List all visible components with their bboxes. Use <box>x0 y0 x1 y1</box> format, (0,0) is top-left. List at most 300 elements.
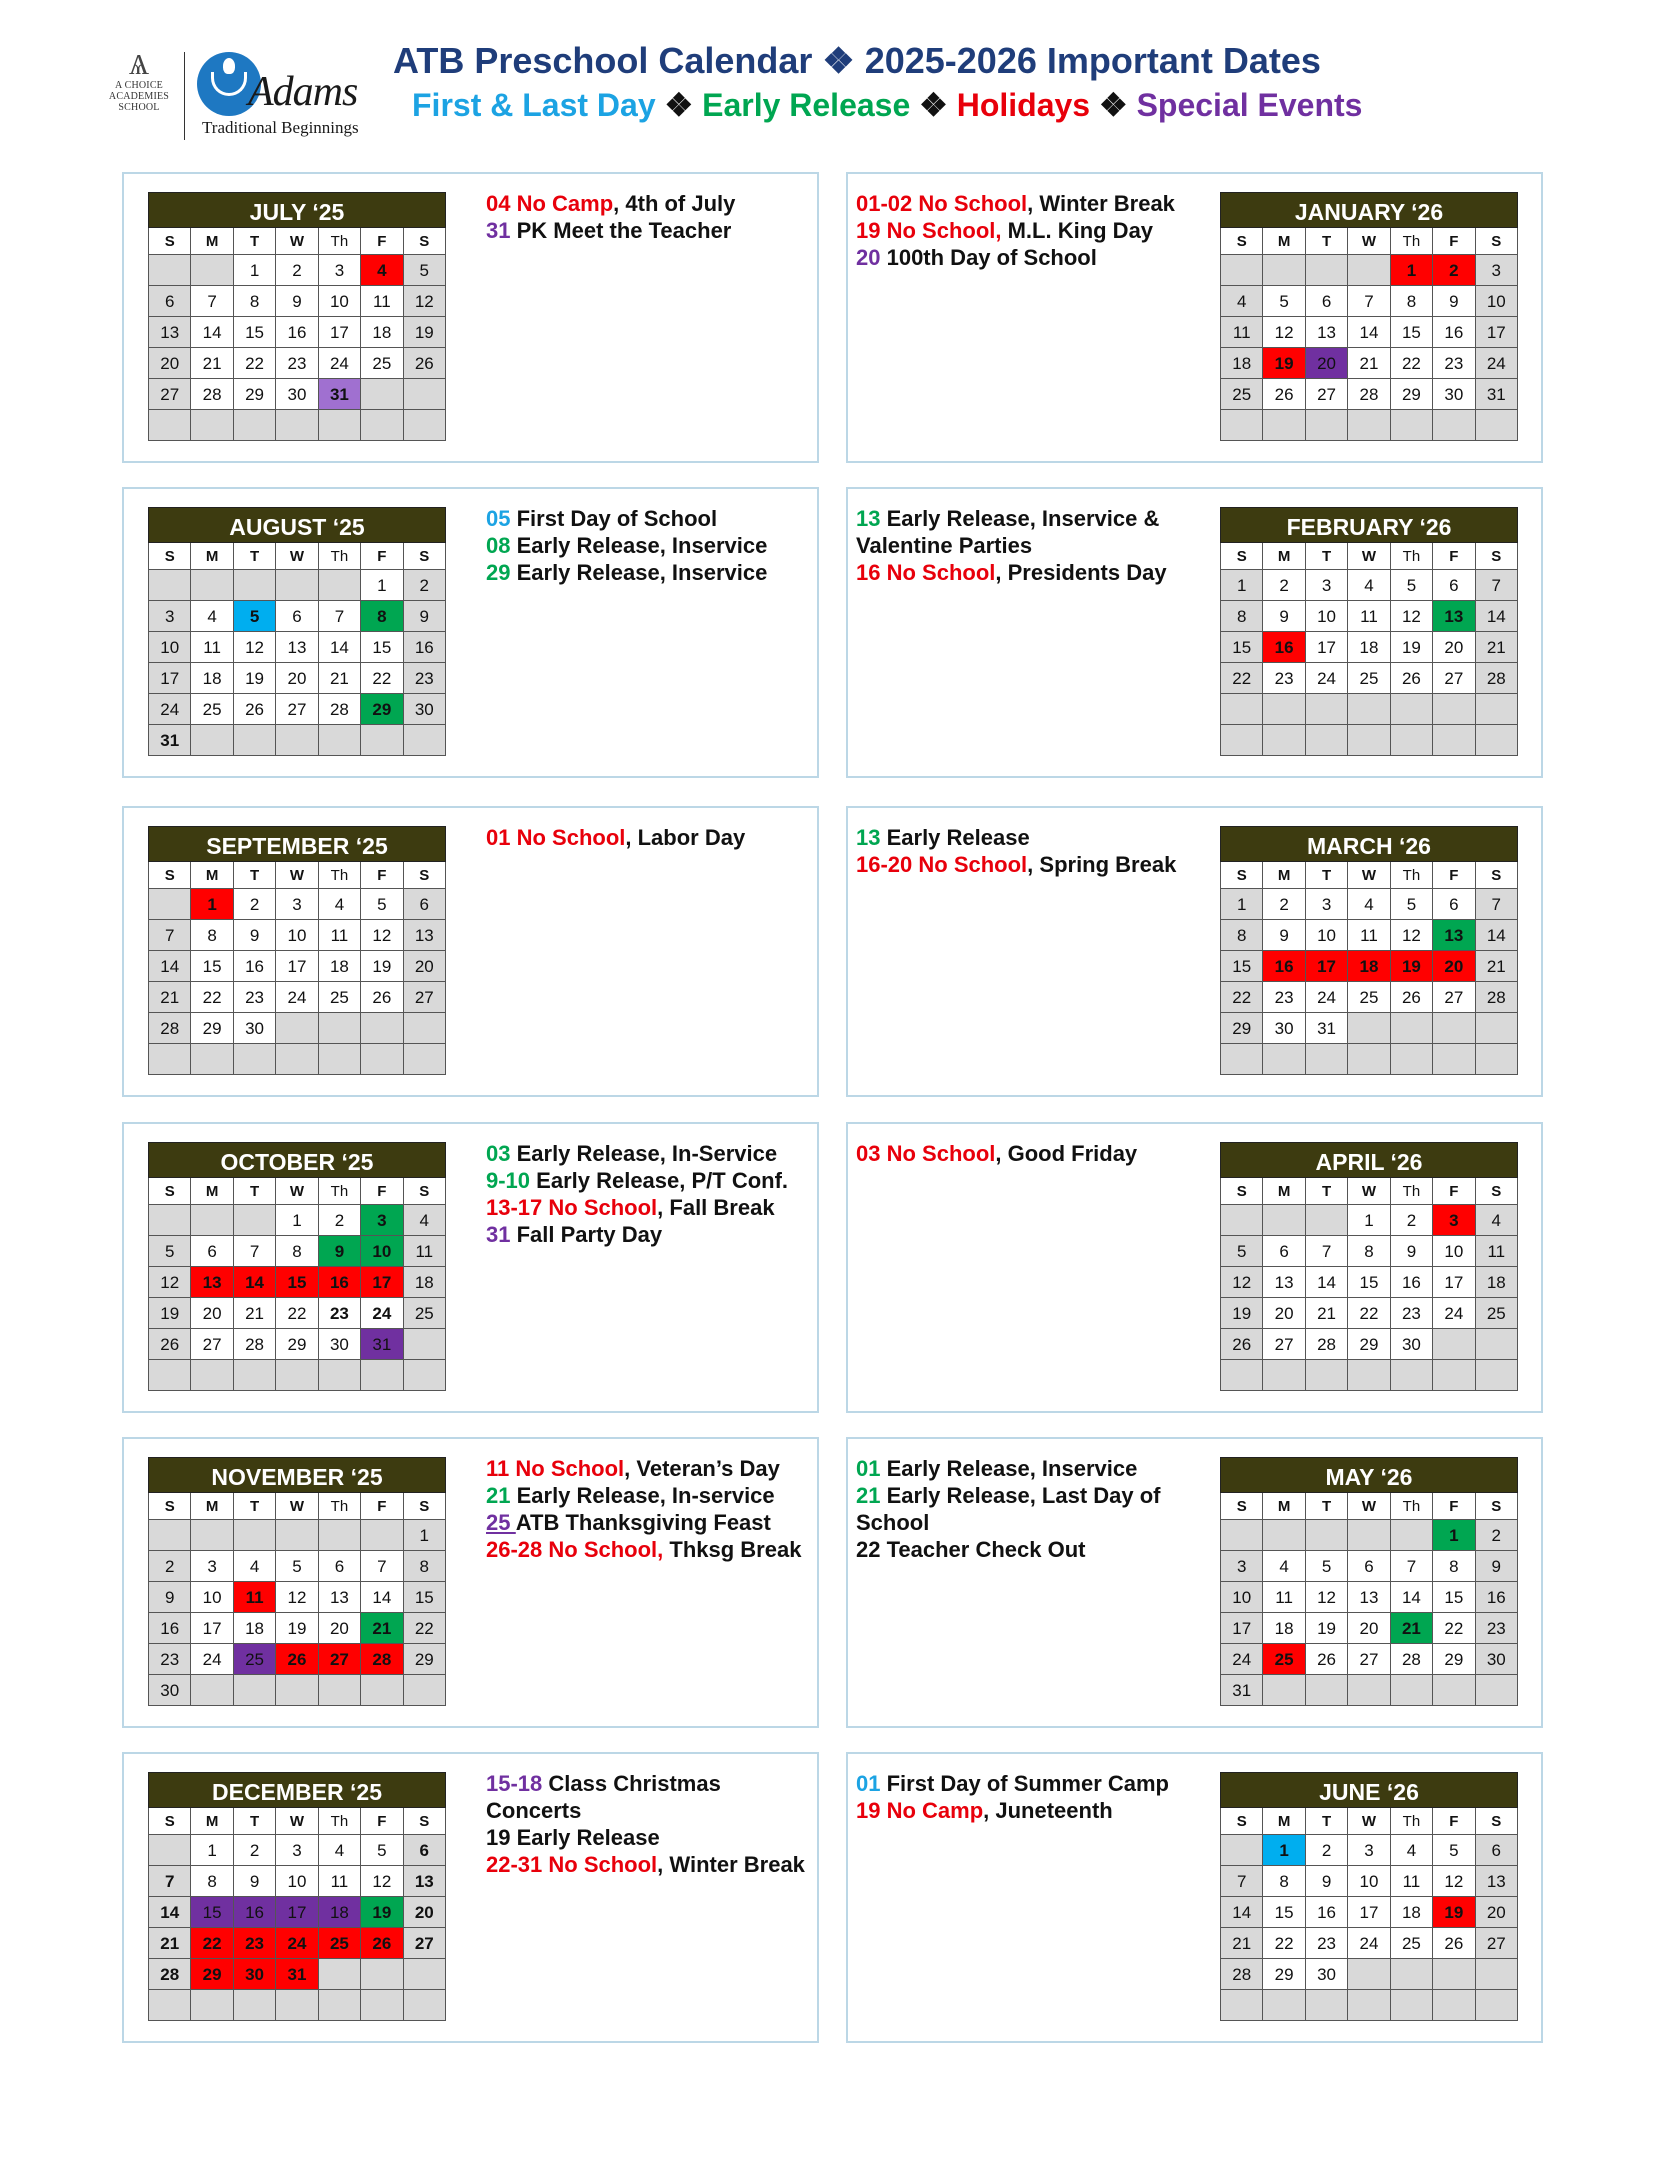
empty-day-cell <box>234 1205 276 1236</box>
weekday-header: Th <box>319 228 361 255</box>
weekday-header: S <box>1221 1808 1263 1835</box>
day-cell: 6 <box>1306 286 1348 317</box>
day-cell: 26 <box>1433 1928 1475 1959</box>
day-cell: 18 <box>1391 1897 1433 1928</box>
empty-day-cell <box>234 1675 276 1706</box>
empty-day-cell <box>1348 1959 1390 1990</box>
event-text: First Day of School <box>516 506 718 531</box>
day-cell: 30 <box>234 1959 276 1990</box>
legend-first-last: First & Last Day <box>412 87 656 123</box>
day-cell: 5 <box>1306 1551 1348 1582</box>
event-item <box>486 1824 806 1851</box>
day-cell: 28 <box>149 1959 191 1990</box>
empty-day-cell <box>1433 1013 1475 1044</box>
day-cell: 8 <box>1433 1551 1475 1582</box>
day-cell: 12 <box>149 1267 191 1298</box>
empty-day-cell <box>1348 1013 1390 1044</box>
day-cell: 24 <box>149 694 191 725</box>
empty-day-cell <box>276 1044 318 1075</box>
empty-day-cell <box>1263 725 1305 756</box>
event-date: 01 <box>486 825 517 850</box>
empty-day-cell <box>1221 410 1263 441</box>
day-cell: 25 <box>234 1644 276 1675</box>
empty-day-cell <box>1306 410 1348 441</box>
event-text: , Winter Break <box>657 1852 805 1877</box>
empty-day-cell <box>404 1990 446 2021</box>
day-cell: 2 <box>276 255 318 286</box>
day-cell: 16 <box>1433 317 1475 348</box>
day-cell: 4 <box>361 255 403 286</box>
empty-day-cell <box>1476 725 1518 756</box>
day-cell: 16 <box>234 1897 276 1928</box>
day-cell: 20 <box>276 663 318 694</box>
day-cell: 20 <box>1263 1298 1305 1329</box>
day-cell: 10 <box>149 632 191 663</box>
day-cell: 14 <box>1348 317 1390 348</box>
day-grid <box>148 1493 446 1706</box>
weekday-header: Th <box>1391 543 1433 570</box>
day-cell: 6 <box>1433 570 1475 601</box>
day-cell: 2 <box>234 1835 276 1866</box>
empty-day-cell <box>1433 1044 1475 1075</box>
weekday-header: S <box>149 1808 191 1835</box>
day-cell: 18 <box>1221 348 1263 379</box>
day-cell: 13 <box>191 1267 233 1298</box>
day-cell: 21 <box>1476 632 1518 663</box>
day-cell: 8 <box>1348 1236 1390 1267</box>
event-date: 16 <box>856 560 887 585</box>
weekday-header: Th <box>319 862 361 889</box>
month-panel <box>846 487 1543 778</box>
empty-day-cell <box>1391 1959 1433 1990</box>
weekday-header: F <box>1433 1493 1475 1520</box>
day-cell: 10 <box>319 286 361 317</box>
day-cell: 9 <box>234 920 276 951</box>
weekday-header: F <box>1433 543 1475 570</box>
day-cell: 26 <box>1391 663 1433 694</box>
day-cell: 3 <box>361 1205 403 1236</box>
weekday-header: T <box>1306 862 1348 889</box>
day-cell: 2 <box>1391 1205 1433 1236</box>
day-cell: 18 <box>319 951 361 982</box>
month-calendar <box>1220 1772 1518 2021</box>
day-cell: 27 <box>149 379 191 410</box>
day-cell: 2 <box>149 1551 191 1582</box>
day-cell: 4 <box>191 601 233 632</box>
day-cell: 10 <box>1306 920 1348 951</box>
day-cell: 25 <box>1348 663 1390 694</box>
day-cell: 23 <box>1476 1613 1518 1644</box>
day-grid <box>148 1808 446 2021</box>
day-cell: 31 <box>1306 1013 1348 1044</box>
empty-day-cell <box>1348 725 1390 756</box>
empty-day-cell <box>361 1675 403 1706</box>
day-cell: 30 <box>1433 379 1475 410</box>
weekday-header: Th <box>1391 1493 1433 1520</box>
event-text: Early Release <box>886 825 1030 850</box>
day-cell: 13 <box>1476 1866 1518 1897</box>
day-cell: 30 <box>234 1013 276 1044</box>
day-cell: 14 <box>1476 601 1518 632</box>
day-cell: 29 <box>276 1329 318 1360</box>
event-item <box>856 1140 1216 1167</box>
day-cell: 24 <box>319 348 361 379</box>
empty-day-cell <box>1391 694 1433 725</box>
day-cell: 17 <box>276 951 318 982</box>
day-cell: 11 <box>1263 1582 1305 1613</box>
day-cell: 18 <box>234 1613 276 1644</box>
event-text: , Spring Break <box>1027 852 1177 877</box>
empty-day-cell <box>404 410 446 441</box>
day-cell: 17 <box>319 317 361 348</box>
month-title: AUGUST ‘25 <box>148 507 446 543</box>
empty-day-cell <box>276 1675 318 1706</box>
empty-day-cell <box>191 1990 233 2021</box>
day-cell: 18 <box>1348 951 1390 982</box>
day-cell: 18 <box>191 663 233 694</box>
empty-day-cell <box>319 1360 361 1391</box>
weekday-header: S <box>1221 1178 1263 1205</box>
day-cell: 10 <box>1348 1866 1390 1897</box>
day-cell: 11 <box>404 1236 446 1267</box>
event-text: Fall Party Day <box>516 1222 663 1247</box>
day-cell: 7 <box>1476 570 1518 601</box>
day-cell: 9 <box>1263 920 1305 951</box>
day-cell: 12 <box>1391 920 1433 951</box>
day-cell: 31 <box>319 379 361 410</box>
day-cell: 18 <box>404 1267 446 1298</box>
empty-day-cell <box>1221 1205 1263 1236</box>
weekday-header: S <box>1476 862 1518 889</box>
event-item <box>486 217 806 244</box>
empty-day-cell <box>404 725 446 756</box>
event-text: Class Christmas Concerts <box>486 1771 721 1823</box>
empty-day-cell <box>361 1360 403 1391</box>
day-cell: 27 <box>1476 1928 1518 1959</box>
event-item <box>486 1482 806 1509</box>
event-text: No School <box>548 1852 658 1877</box>
day-cell: 11 <box>319 920 361 951</box>
weekday-header: S <box>1221 543 1263 570</box>
day-grid <box>1220 1178 1518 1391</box>
empty-day-cell <box>1391 1675 1433 1706</box>
day-cell: 3 <box>1476 255 1518 286</box>
day-cell: 24 <box>361 1298 403 1329</box>
day-cell: 30 <box>1476 1644 1518 1675</box>
empty-day-cell <box>191 410 233 441</box>
empty-day-cell <box>1433 1329 1475 1360</box>
day-cell: 4 <box>1221 286 1263 317</box>
day-cell: 15 <box>234 317 276 348</box>
day-cell: 17 <box>1306 632 1348 663</box>
empty-day-cell <box>1391 1360 1433 1391</box>
day-cell: 22 <box>361 663 403 694</box>
day-cell: 3 <box>1221 1551 1263 1582</box>
weekday-header: S <box>1476 228 1518 255</box>
day-cell: 2 <box>1263 570 1305 601</box>
day-cell: 25 <box>319 1928 361 1959</box>
weekday-header: S <box>1476 1493 1518 1520</box>
day-cell: 26 <box>361 1928 403 1959</box>
day-cell: 2 <box>1263 889 1305 920</box>
day-cell: 3 <box>276 1835 318 1866</box>
day-cell: 29 <box>1348 1329 1390 1360</box>
day-cell: 17 <box>1306 951 1348 982</box>
day-cell: 20 <box>149 348 191 379</box>
logo-name: Adams <box>248 69 358 115</box>
day-cell: 13 <box>149 317 191 348</box>
day-cell: 15 <box>191 951 233 982</box>
empty-day-cell <box>1476 1013 1518 1044</box>
day-cell: 18 <box>319 1897 361 1928</box>
day-cell: 31 <box>1476 379 1518 410</box>
event-item <box>856 244 1216 271</box>
day-cell: 4 <box>1263 1551 1305 1582</box>
day-cell: 20 <box>319 1613 361 1644</box>
empty-day-cell <box>1348 1044 1390 1075</box>
event-item <box>486 1221 806 1248</box>
empty-day-cell <box>1391 410 1433 441</box>
empty-day-cell <box>1348 1520 1390 1551</box>
day-cell: 5 <box>276 1551 318 1582</box>
day-cell: 29 <box>191 1013 233 1044</box>
day-cell: 17 <box>191 1613 233 1644</box>
day-grid <box>148 862 446 1075</box>
empty-day-cell <box>1348 694 1390 725</box>
day-cell: 13 <box>1263 1267 1305 1298</box>
day-cell: 7 <box>1306 1236 1348 1267</box>
day-cell: 27 <box>1433 663 1475 694</box>
empty-day-cell <box>319 1959 361 1990</box>
day-cell: 3 <box>191 1551 233 1582</box>
day-cell: 25 <box>191 694 233 725</box>
day-cell: 15 <box>1433 1582 1475 1613</box>
day-cell: 4 <box>319 1835 361 1866</box>
day-cell: 7 <box>319 601 361 632</box>
day-cell: 15 <box>1263 1897 1305 1928</box>
event-item <box>856 190 1216 217</box>
event-text: , Labor Day <box>625 825 746 850</box>
month-calendar <box>148 1457 446 1706</box>
weekday-header: M <box>1263 228 1305 255</box>
day-cell: 8 <box>276 1236 318 1267</box>
day-grid <box>148 543 446 756</box>
day-cell: 13 <box>319 1582 361 1613</box>
weekday-header: S <box>1221 862 1263 889</box>
day-cell: 6 <box>319 1551 361 1582</box>
day-cell: 9 <box>1391 1236 1433 1267</box>
empty-day-cell <box>1348 410 1390 441</box>
event-date: 01 <box>856 1771 887 1796</box>
empty-day-cell <box>276 1360 318 1391</box>
day-cell: 28 <box>1391 1644 1433 1675</box>
weekday-header: F <box>361 543 403 570</box>
month-calendar <box>1220 192 1518 441</box>
weekday-header: S <box>149 543 191 570</box>
day-cell: 28 <box>1476 982 1518 1013</box>
event-date: 21 <box>856 1483 887 1508</box>
event-date: 19 <box>486 1825 517 1850</box>
empty-day-cell <box>276 570 318 601</box>
empty-day-cell <box>1263 1044 1305 1075</box>
day-grid <box>1220 228 1518 441</box>
empty-day-cell <box>149 1835 191 1866</box>
day-cell: 20 <box>1306 348 1348 379</box>
empty-day-cell <box>361 725 403 756</box>
event-text: First Day of Summer Camp <box>886 1771 1169 1796</box>
day-cell: 2 <box>1306 1835 1348 1866</box>
day-cell: 23 <box>1263 663 1305 694</box>
event-date: 01-02 <box>856 191 919 216</box>
month-title: MARCH ‘26 <box>1220 826 1518 862</box>
weekday-header: M <box>1263 1178 1305 1205</box>
event-date: 22 <box>856 1537 887 1562</box>
day-cell: 1 <box>1221 889 1263 920</box>
empty-day-cell <box>191 1520 233 1551</box>
event-date: 05 <box>486 506 517 531</box>
event-item <box>856 851 1216 878</box>
day-cell: 16 <box>234 951 276 982</box>
month-title: JULY ‘25 <box>148 192 446 228</box>
day-cell: 10 <box>191 1582 233 1613</box>
day-cell: 25 <box>1221 379 1263 410</box>
event-date: 21 <box>486 1483 517 1508</box>
day-cell: 24 <box>1476 348 1518 379</box>
day-cell: 23 <box>1433 348 1475 379</box>
day-cell: 4 <box>234 1551 276 1582</box>
event-list <box>856 190 1216 271</box>
empty-day-cell <box>361 1013 403 1044</box>
day-cell: 8 <box>1221 920 1263 951</box>
event-date: 13 <box>856 506 887 531</box>
day-cell: 7 <box>1221 1866 1263 1897</box>
empty-day-cell <box>234 1360 276 1391</box>
day-cell: 10 <box>1433 1236 1475 1267</box>
day-cell: 11 <box>1476 1236 1518 1267</box>
empty-day-cell <box>1221 1990 1263 2021</box>
day-cell: 4 <box>1391 1835 1433 1866</box>
day-grid <box>148 228 446 441</box>
day-cell: 30 <box>1263 1013 1305 1044</box>
day-cell: 24 <box>191 1644 233 1675</box>
day-cell: 23 <box>234 982 276 1013</box>
weekday-header: F <box>361 1178 403 1205</box>
day-cell: 14 <box>361 1582 403 1613</box>
day-cell: 19 <box>1391 951 1433 982</box>
day-cell: 29 <box>1263 1959 1305 1990</box>
weekday-header: Th <box>319 1808 361 1835</box>
day-cell: 21 <box>1476 951 1518 982</box>
empty-day-cell <box>1263 410 1305 441</box>
weekday-header: S <box>1476 1178 1518 1205</box>
event-text: Early Release, P/T Conf. <box>536 1168 789 1193</box>
empty-day-cell <box>234 1044 276 1075</box>
day-cell: 25 <box>361 348 403 379</box>
empty-day-cell <box>1263 1205 1305 1236</box>
weekday-header: F <box>361 1493 403 1520</box>
day-cell: 1 <box>276 1205 318 1236</box>
empty-day-cell <box>319 1044 361 1075</box>
empty-day-cell <box>1348 255 1390 286</box>
empty-day-cell <box>1263 1675 1305 1706</box>
day-cell: 15 <box>191 1897 233 1928</box>
month-title: SEPTEMBER ‘25 <box>148 826 446 862</box>
day-grid <box>1220 543 1518 756</box>
day-cell: 3 <box>276 889 318 920</box>
day-cell: 28 <box>1306 1329 1348 1360</box>
day-cell: 29 <box>1221 1013 1263 1044</box>
weekday-header: W <box>1348 862 1390 889</box>
day-cell: 6 <box>1348 1551 1390 1582</box>
day-cell: 3 <box>149 601 191 632</box>
empty-day-cell <box>319 1990 361 2021</box>
event-text: Early Release <box>516 1825 660 1850</box>
month-calendar <box>148 1772 446 2021</box>
day-cell: 5 <box>1221 1236 1263 1267</box>
empty-day-cell <box>1263 1520 1305 1551</box>
event-text: Early Release, Inservice <box>886 1456 1138 1481</box>
empty-day-cell <box>1391 1520 1433 1551</box>
weekday-header: T <box>1306 543 1348 570</box>
day-cell: 9 <box>404 601 446 632</box>
day-cell: 10 <box>361 1236 403 1267</box>
day-cell: 4 <box>1348 570 1390 601</box>
event-text: Early Release, Inservice & Valentine Parties <box>856 506 1160 558</box>
empty-day-cell <box>1306 1360 1348 1391</box>
day-cell: 9 <box>234 1866 276 1897</box>
day-cell: 26 <box>1306 1644 1348 1675</box>
day-cell: 24 <box>1348 1928 1390 1959</box>
day-cell: 16 <box>1263 632 1305 663</box>
event-item <box>486 1194 806 1221</box>
empty-day-cell <box>149 255 191 286</box>
event-list <box>486 1455 806 1563</box>
legend-special-events: Special Events <box>1136 87 1363 123</box>
event-list <box>856 824 1216 878</box>
weekday-header: S <box>149 862 191 889</box>
event-item <box>856 505 1216 559</box>
weekday-header: Th <box>1391 1178 1433 1205</box>
event-list <box>486 1140 806 1248</box>
weekday-header: Th <box>319 1178 361 1205</box>
weekday-header: T <box>234 862 276 889</box>
empty-day-cell <box>1476 1959 1518 1990</box>
day-cell: 1 <box>234 255 276 286</box>
day-cell: 27 <box>1348 1644 1390 1675</box>
event-text: Early Release, In-Service <box>516 1141 778 1166</box>
day-cell: 30 <box>276 379 318 410</box>
day-cell: 20 <box>1433 951 1475 982</box>
day-cell: 6 <box>1476 1835 1518 1866</box>
day-cell: 21 <box>1391 1613 1433 1644</box>
day-cell: 2 <box>319 1205 361 1236</box>
empty-day-cell <box>276 1990 318 2021</box>
event-item <box>486 1167 806 1194</box>
day-cell: 9 <box>1476 1551 1518 1582</box>
event-text: No Camp <box>516 191 614 216</box>
day-cell: 3 <box>1306 570 1348 601</box>
empty-day-cell <box>149 410 191 441</box>
weekday-header: F <box>361 862 403 889</box>
day-cell: 14 <box>234 1267 276 1298</box>
event-item <box>486 505 806 532</box>
month-panel <box>122 1122 819 1413</box>
day-cell: 29 <box>404 1644 446 1675</box>
month-title: NOVEMBER ‘25 <box>148 1457 446 1493</box>
empty-day-cell <box>1433 725 1475 756</box>
empty-day-cell <box>1263 255 1305 286</box>
weekday-header: M <box>191 1808 233 1835</box>
